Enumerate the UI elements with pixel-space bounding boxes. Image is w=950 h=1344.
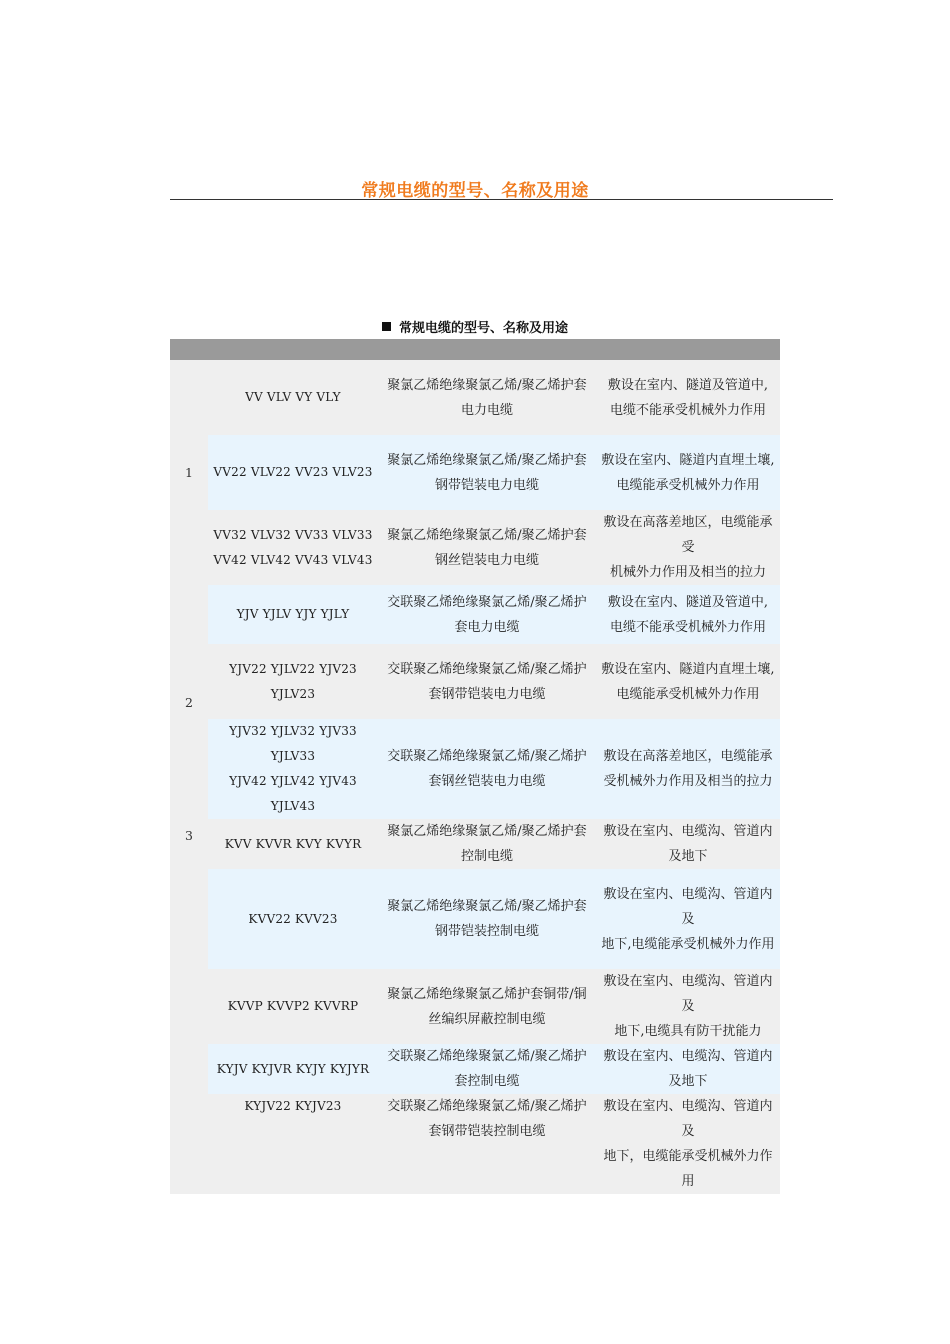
name-cell: 聚氯乙烯绝缘聚氯乙烯护套铜带/铜丝编织屏蔽控制电缆 <box>378 969 596 1044</box>
usage-cell: 敷设在高落差地区，电缆能承受 机械外力作用及相当的拉力 <box>596 510 780 585</box>
table-caption-text: 常规电缆的型号、名称及用途 <box>398 321 568 336</box>
cable-table <box>170 339 780 1194</box>
table-row <box>170 1044 780 1094</box>
usage-cell: 敷设在室内、隧道及管道中, 电缆不能承受机械外力作用 <box>596 585 780 644</box>
usage-cell: 敷设在室内、电缆沟、管道内及 地下,电缆能承受机械外力作用 <box>596 869 780 969</box>
table-row <box>170 510 780 585</box>
table-row <box>170 819 780 869</box>
model-cell: KVV KVVR KVY KVYR <box>208 819 378 869</box>
table-row <box>170 1094 780 1194</box>
model-cell: KYJV22 KYJV23 <box>208 1094 378 1194</box>
name-cell: 交联聚乙烯绝缘聚氯乙烯/聚乙烯护套钢丝铠装电力电缆 <box>378 719 596 819</box>
table-caption <box>170 317 780 336</box>
name-cell: 交联聚乙烯绝缘聚氯乙烯/聚乙烯护套电力电缆 <box>378 585 596 644</box>
model-cell: KVVP KVVP2 KVVRP <box>208 969 378 1044</box>
usage-cell: 敷设在室内、隧道内直埋土壤, 电缆能承受机械外力作用 <box>596 435 780 510</box>
table-row <box>170 435 780 510</box>
table-header-row <box>170 339 780 360</box>
group-number-cell: 1 <box>170 360 208 585</box>
usage-cell: 敷设在室内、电缆沟、管道内及 地下，电缆能承受机械外力作用 <box>596 1094 780 1194</box>
usage-cell: 敷设在室内、电缆沟、管道内及 地下,电缆具有防干扰能力 <box>596 969 780 1044</box>
model-cell: YJV YJLV YJY YJLY <box>208 585 378 644</box>
model-cell: KVV22 KVV23 <box>208 869 378 969</box>
usage-cell: 敷设在高落差地区，电缆能承 受机械外力作用及相当的拉力 <box>596 719 780 819</box>
usage-cell: 敷设在室内、隧道及管道中, 电缆不能承受机械外力作用 <box>596 360 780 435</box>
page-title: 常规电缆的型号、名称及用途 <box>361 181 589 201</box>
name-cell: 交联聚乙烯绝缘聚氯乙烯/聚乙烯护套钢带铠装控制电缆 <box>378 1094 596 1194</box>
name-cell: 聚氯乙烯绝缘聚氯乙烯/聚乙烯护套钢带铠装电力电缆 <box>378 435 596 510</box>
header-cell <box>596 339 780 360</box>
title-divider <box>170 199 833 200</box>
model-cell: KYJV KYJVR KYJY KYJYR <box>208 1044 378 1094</box>
group-number-cell: 3 <box>170 819 208 1194</box>
table-row <box>170 585 780 644</box>
model-cell: YJV22 YJLV22 YJV23 YJLV23 <box>208 644 378 719</box>
group-number-cell: 2 <box>170 585 208 819</box>
usage-cell: 敷设在室内、电缆沟、管道内及地下 <box>596 819 780 869</box>
header-cell <box>170 339 208 360</box>
table-row <box>170 360 780 435</box>
usage-cell: 敷设在室内、电缆沟、管道内及地下 <box>596 1044 780 1094</box>
model-cell: VV32 VLV32 VV33 VLV33 VV42 VLV42 VV43 VLV43 <box>208 510 378 585</box>
name-cell: 交联聚乙烯绝缘聚氯乙烯/聚乙烯护套控制电缆 <box>378 1044 596 1094</box>
name-cell: 交联聚乙烯绝缘聚氯乙烯/聚乙烯护套钢带铠装电力电缆 <box>378 644 596 719</box>
name-cell: 聚氯乙烯绝缘聚氯乙烯/聚乙烯护套控制电缆 <box>378 819 596 869</box>
name-cell: 聚氯乙烯绝缘聚氯乙烯/聚乙烯护套钢丝铠装电力电缆 <box>378 510 596 585</box>
table-row <box>170 644 780 719</box>
model-cell: VV22 VLV22 VV23 VLV23 <box>208 435 378 510</box>
bullet-square-icon <box>382 322 391 331</box>
usage-cell: 敷设在室内、隧道内直埋土壤, 电缆能承受机械外力作用 <box>596 644 780 719</box>
model-cell: VV VLV VY VLY <box>208 360 378 435</box>
name-cell: 聚氯乙烯绝缘聚氯乙烯/聚乙烯护套钢带铠装控制电缆 <box>378 869 596 969</box>
table-row <box>170 969 780 1044</box>
table-row <box>170 869 780 969</box>
name-cell: 聚氯乙烯绝缘聚氯乙烯/聚乙烯护套电力电缆 <box>378 360 596 435</box>
model-cell: YJV32 YJLV32 YJV33 YJLV33 YJV42 YJLV42 YJV43 YJLV43 <box>208 719 378 819</box>
header-cell <box>208 339 378 360</box>
table-row <box>170 719 780 819</box>
header-cell <box>378 339 596 360</box>
